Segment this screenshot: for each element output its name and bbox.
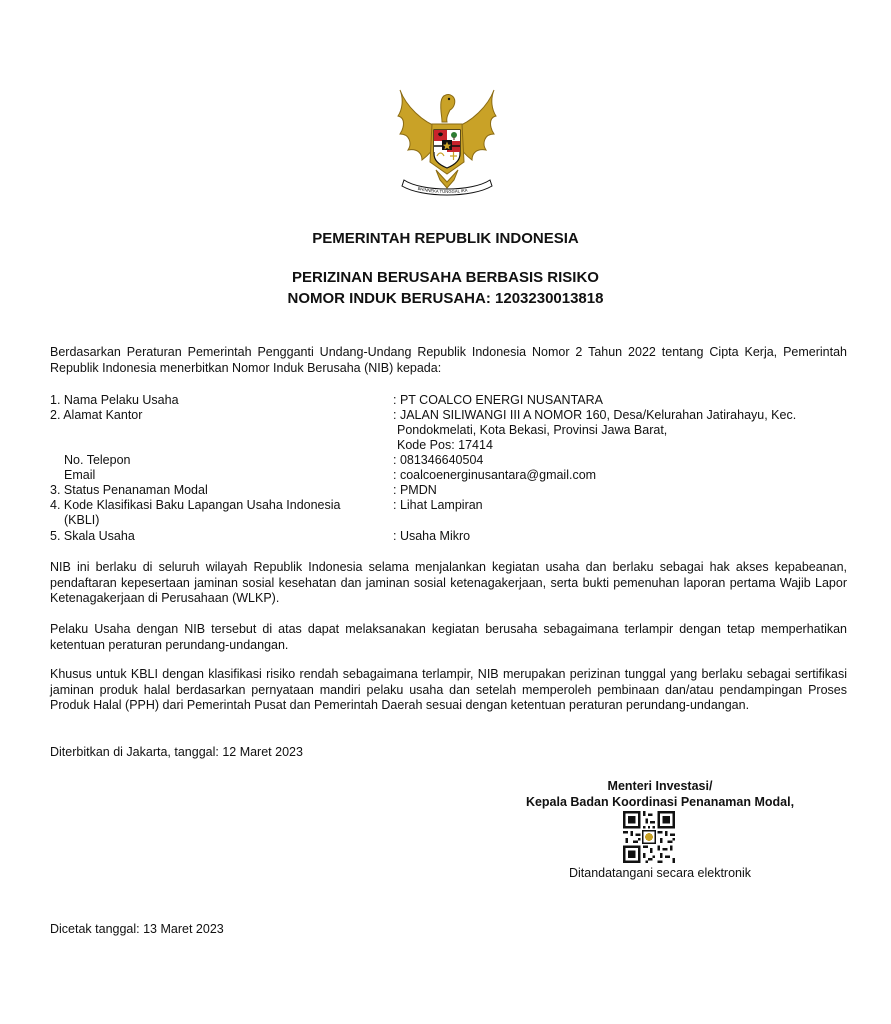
field-label: 2. Alamat Kantor bbox=[50, 408, 143, 422]
field-value: : PMDN bbox=[393, 483, 437, 497]
field-value: : 081346640504 bbox=[393, 453, 484, 467]
issued-date: Diterbitkan di Jakarta, tanggal: 12 Maret 2023 bbox=[50, 745, 303, 759]
field-value: : PT COALCO ENERGI NUSANTARA bbox=[393, 393, 603, 407]
field-value: Kode Pos: 17414 bbox=[397, 438, 493, 452]
field-label: No. Telepon bbox=[64, 453, 131, 467]
field-label: Email bbox=[64, 468, 96, 482]
field-value: : Lihat Lampiran bbox=[393, 498, 483, 512]
field-label: 5. Skala Usaha bbox=[50, 529, 135, 543]
nib-number-title: NOMOR INDUK BERUSAHA: 1203230013818 bbox=[287, 290, 604, 307]
field-label: 1. Nama Pelaku Usaha bbox=[50, 393, 179, 407]
field-label: (KBLI) bbox=[64, 513, 100, 527]
field-value: : coalcoenerginusantara@gmail.com bbox=[393, 468, 597, 482]
document-title: PERIZINAN BERUSAHA BERBASIS RISIKO bbox=[292, 269, 599, 286]
field-value: Pondokmelati, Kota Bekasi, Provinsi Jawa Barat, bbox=[397, 423, 668, 437]
government-heading: PEMERINTAH REPUBLIK INDONESIA bbox=[312, 230, 579, 247]
garuda-emblem-icon bbox=[392, 88, 502, 200]
electronic-signature-note: Ditandatangani secara elektronik bbox=[568, 866, 752, 880]
signatory-title-2: Kepala Badan Koordinasi Penanaman Modal, bbox=[525, 795, 795, 809]
qr-code-icon bbox=[623, 811, 675, 863]
kbli-halal-paragraph: Khusus untuk KBLI dengan klasifikasi risiko rendah sebagaimana terlampir, NIB merupakan perizinan tunggal yang berlaku sebagai sertifikasi jaminan produk halal berdasarkan pernyataan mandiri pelaku usaha dan setelah memperoleh pembinaan dan/atau pendampingan Proses Produk Halal (PPH) dari Pemerintah Pusat dan Pemerintah Daerah sesuai dengan ketentuan peraturan perundang-undangan. bbox=[50, 667, 847, 712]
signatory-title: Menteri Investasi/ bbox=[607, 779, 713, 793]
field-label: 4. Kode Klasifikasi Baku Lapangan Usaha Indonesia bbox=[50, 498, 341, 512]
printed-date: Dicetak tanggal: 13 Maret 2023 bbox=[50, 922, 224, 936]
field-label: 3. Status Penanaman Modal bbox=[50, 483, 208, 497]
intro-paragraph: Berdasarkan Peraturan Pemerintah Pengganti Undang-Undang Republik Indonesia Nomor 2 Tahun 2022 tentang Cipta Kerja, Pemerintah Republik Indonesia menerbitkan Nomor Induk Berusaha (NIB) kepada: bbox=[50, 345, 847, 375]
pelaku-usaha-paragraph: Pelaku Usaha dengan NIB tersebut di atas dapat melaksanakan kegiatan berusaha sebagaimana terlampir dengan tetap memperhatikan ketentuan peraturan perundang-undangan. bbox=[50, 622, 847, 652]
emblem-motto: BHINNEKA TUNGGAL IKA bbox=[417, 185, 468, 195]
nib-validity-paragraph: NIB ini berlaku di seluruh wilayah Republik Indonesia selama menjalankan kegiatan usaha dan berlaku sebagai hak akses kepabeanan, pendaftaran kepesertaan jaminan sosial kesehatan dan jaminan sosial ketenagakerjaan, serta bukti pemenuhan laporan pertama Wajib Lapor Ketenagakerjaan di Perusahaan (WLKP). bbox=[50, 560, 847, 605]
field-value: : Usaha Mikro bbox=[393, 529, 471, 543]
field-value: : JALAN SILIWANGI III A NOMOR 160, Desa/Kelurahan Jatirahayu, Kec. bbox=[393, 408, 797, 422]
